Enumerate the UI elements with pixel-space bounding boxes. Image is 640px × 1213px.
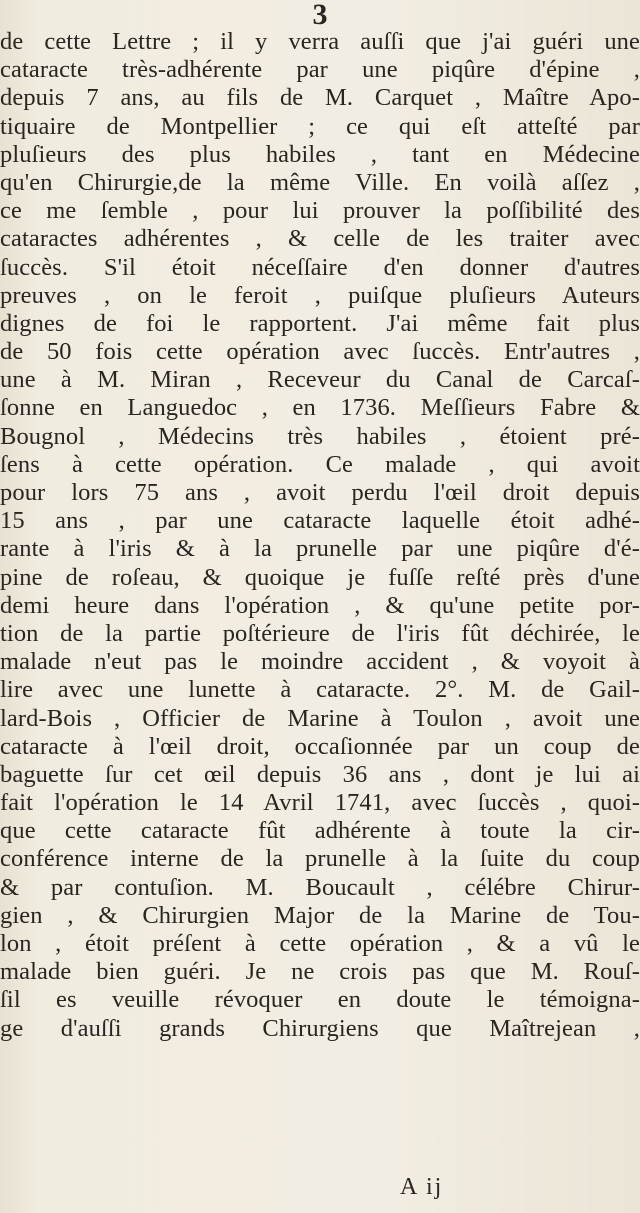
text-line: ſil es veuille révoquer en doute le témoigna-: [0, 986, 640, 1014]
text-line: ge d'auſſi grands Chirurgiens que Maîtrejean ,: [0, 1014, 640, 1042]
text-line: rante à l'iris & à la prunelle par une piqûre d'é-: [0, 535, 640, 563]
text-line: demi heure dans l'opération , & qu'une petite por-: [0, 591, 640, 619]
text-line: de cette Lettre ; il y verra auſſi que j'ai guéri une: [0, 28, 640, 55]
text-line: lire avec une lunette à cataracte. 2°. M. de Gail-: [0, 676, 640, 704]
text-line: preuves , on le feroit , puiſque pluſieurs Auteurs: [0, 281, 640, 309]
text-line: pluſieurs des plus habiles , tant en Médecine: [0, 140, 640, 168]
text-line: baguette ſur cet œil depuis 36 ans , dont je lui ai: [0, 760, 640, 788]
text-line: lard-Bois , Officier de Marine à Toulon , avoit une: [0, 704, 640, 732]
text-line: fait l'opération le 14 Avril 1741, avec ſuccès , quoi-: [0, 789, 640, 817]
text-line: ſonne en Languedoc , en 1736. Meſſieurs Fabre &: [0, 394, 640, 422]
text-line: conférence interne de la prunelle à la ſuite du coup: [0, 845, 640, 873]
text-line: depuis 7 ans, au fils de M. Carquet , Maître Apo-: [0, 84, 640, 112]
text-line: ce me ſemble , pour lui prouver la poſſibilité des: [0, 197, 640, 225]
text-line: de 50 fois cette opération avec ſuccès. Entr'autres ,: [0, 338, 640, 366]
text-line: lon , étoit préſent à cette opération , & a vû le: [0, 930, 640, 957]
text-line: gien , & Chirurgien Major de la Marine de Tou-: [0, 901, 640, 929]
text-line: tiquaire de Montpellier ; ce qui eſt atteſté par: [0, 112, 640, 140]
text-line: dignes de foi le rapportent. J'ai même fait plus: [0, 309, 640, 337]
text-line: tion de la partie poſtérieure de l'iris fût déchirée, le: [0, 619, 640, 647]
text-line: 15 ans , par une cataracte laquelle étoit adhé-: [0, 507, 640, 535]
text-line: Bougnol , Médecins très habiles , étoient pré-: [0, 422, 640, 450]
text-line: une à M. Miran , Receveur du Canal de Carcaſ-: [0, 366, 640, 394]
text-line: pour lors 75 ans , avoit perdu l'œil droit depuis: [0, 479, 640, 506]
text-line: cataractes adhérentes , & celle de les traiter avec: [0, 225, 640, 253]
text-line: que cette cataracte fût adhérente à toute la cir-: [0, 817, 640, 845]
signature-mark: A ij: [400, 1174, 444, 1200]
text-line: cataracte très-adhérente par une piqûre d'épine ,: [0, 56, 640, 84]
text-line: malade bien guéri. Je ne crois pas que M. Rouſ-: [0, 958, 640, 986]
text-line: cataracte à l'œil droit, occaſionnée par un coup de: [0, 732, 640, 760]
text-line: ſuccès. S'il étoit néceſſaire d'en donner d'autres: [0, 253, 640, 281]
page-number: 3: [312, 0, 328, 31]
text-line: & par contuſion. M. Boucault , célébre Chirur-: [0, 873, 640, 901]
text-line: malade n'eut pas le moindre accident , & voyoit à: [0, 648, 640, 676]
text-line: ſens à cette opération. Ce malade , qui avoit: [0, 450, 640, 478]
text-line: pine de roſeau, & quoique je fuſſe reſté près d'une: [0, 563, 640, 591]
body-text: [0, 28, 640, 1043]
text-line: qu'en Chirurgie,de la même Ville. En voilà aſſez ,: [0, 168, 640, 196]
